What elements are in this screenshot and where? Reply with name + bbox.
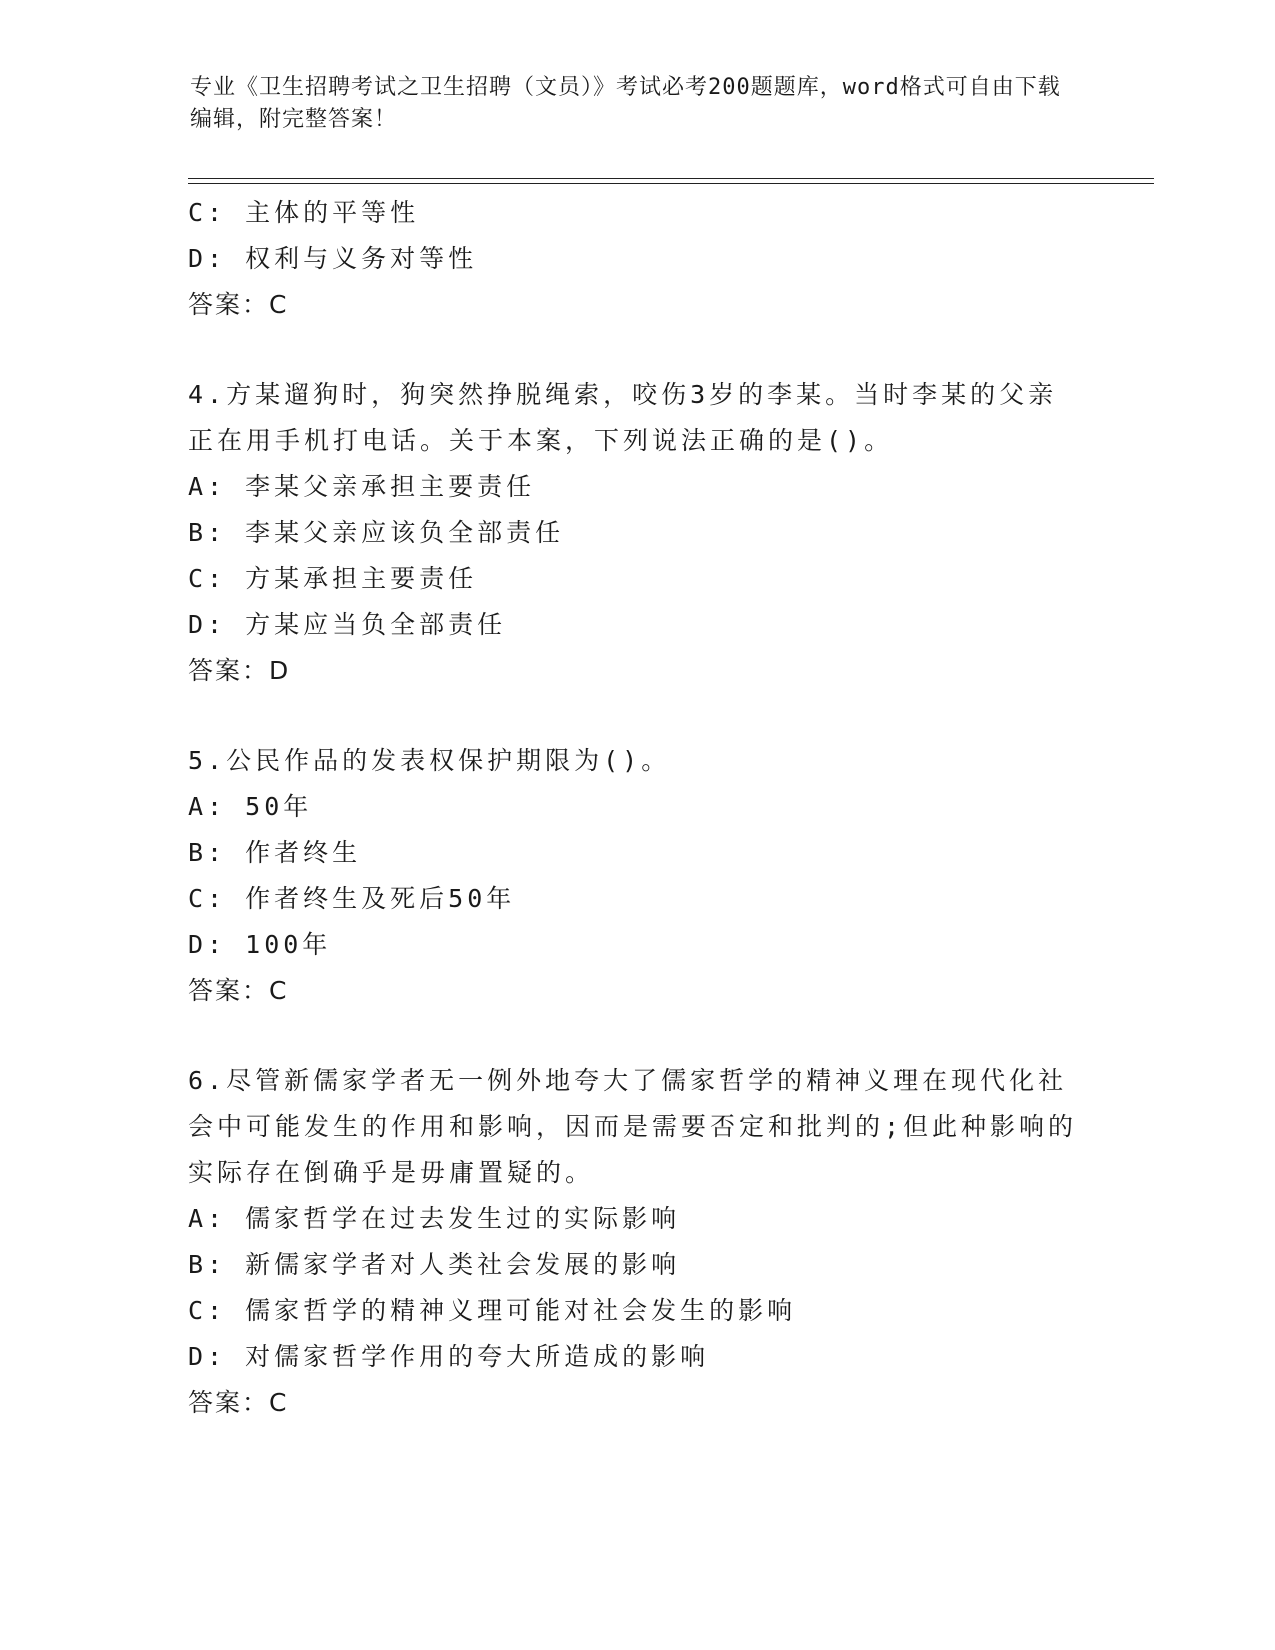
option-c: C: 主体的平等性 xyxy=(188,198,420,227)
answer-line: 答案：C xyxy=(188,976,289,1005)
answer-line: 答案：C xyxy=(188,290,289,319)
option-d: D: 对儒家哲学作用的夸大所造成的影响 xyxy=(188,1342,710,1371)
option-c: C: 方某承担主要责任 xyxy=(188,564,478,593)
option-d: D: 方某应当负全部责任 xyxy=(188,610,507,639)
option-b: B: 李某父亲应该负全部责任 xyxy=(188,518,565,547)
answer-line: 答案：D xyxy=(188,656,291,685)
question-5 xyxy=(188,738,1088,1014)
option-d: D: 100年 xyxy=(188,930,332,959)
question-text: 5.公民作品的发表权保护期限为()。 xyxy=(188,746,671,775)
header-divider-bottom xyxy=(188,183,1154,184)
option-d: D: 权利与义务对等性 xyxy=(188,244,478,273)
question-list xyxy=(188,190,1088,1426)
option-b: B: 新儒家学者对人类社会发展的影响 xyxy=(188,1250,681,1279)
option-a: A: 李某父亲承担主要责任 xyxy=(188,472,536,501)
document-header: 专业《卫生招聘考试之卫生招聘（文员）》考试必考200题题库，word格式可自由下载编辑，附完整答案！ xyxy=(190,75,1061,132)
header-divider-top xyxy=(188,178,1154,179)
question-text: 6.尽管新儒家学者无一例外地夸大了儒家哲学的精神义理在现代化社会中可能发生的作用和影响，因而是需要否定和批判的;但此种影响的实际存在倒确乎是毋庸置疑的。 xyxy=(188,1066,1078,1187)
option-c: C: 作者终生及死后50年 xyxy=(188,884,516,913)
option-c: C: 儒家哲学的精神义理可能对社会发生的影响 xyxy=(188,1296,797,1325)
option-a: A: 儒家哲学在过去发生过的实际影响 xyxy=(188,1204,681,1233)
question-4 xyxy=(188,372,1088,694)
option-b: B: 作者终生 xyxy=(188,838,362,867)
option-a: A: 50年 xyxy=(188,792,313,821)
question-text: 4.方某遛狗时，狗突然挣脱绳索，咬伤3岁的李某。当时李某的父亲正在用手机打电话。关于本案，下列说法正确的是()。 xyxy=(188,380,1058,455)
answer-line: 答案：C xyxy=(188,1388,289,1417)
question-3-partial xyxy=(188,190,1088,328)
question-6 xyxy=(188,1058,1088,1426)
